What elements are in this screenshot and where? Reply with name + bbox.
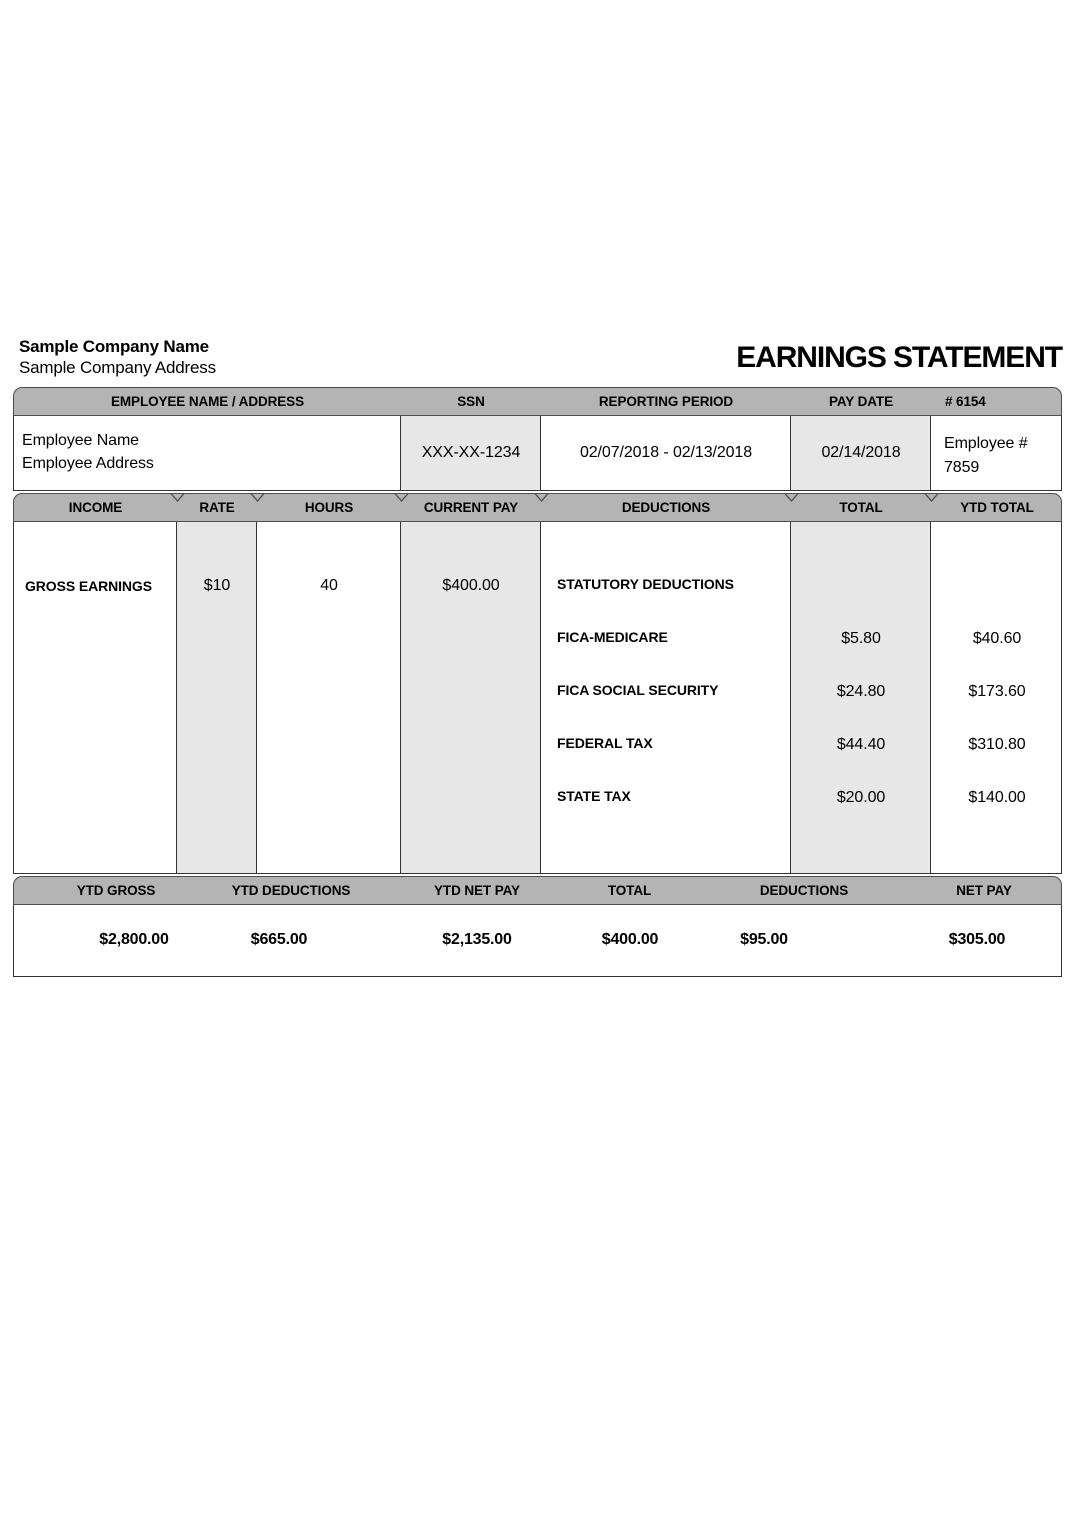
deduction-ytd-total: $173.60 bbox=[968, 683, 1026, 700]
statutory-deductions-heading: STATUTORY DEDUCTIONS bbox=[557, 576, 734, 592]
col-header-current-pay: CURRENT PAY bbox=[423, 500, 519, 515]
employee-number-value: 7859 bbox=[944, 459, 980, 476]
earnings-statement-document bbox=[13, 336, 1062, 977]
earnings-deductions-body bbox=[13, 522, 1062, 874]
col-header-reporting-period: REPORTING PERIOD bbox=[598, 394, 734, 409]
ytd-gross-value: $2,800.00 bbox=[99, 931, 169, 948]
col-header-deductions: DEDUCTIONS bbox=[621, 500, 711, 515]
col-header-pay-date: PAY DATE bbox=[829, 394, 893, 409]
divider bbox=[540, 416, 541, 490]
col-header-ytd-deductions: YTD DEDUCTIONS bbox=[231, 883, 351, 898]
divider bbox=[790, 416, 791, 490]
deduction-total: $24.80 bbox=[836, 683, 886, 700]
divider bbox=[256, 522, 257, 873]
col-header-rate: RATE bbox=[199, 500, 235, 515]
col-header-hours: HOURS bbox=[304, 500, 354, 515]
col-header-ssn: SSN bbox=[457, 394, 485, 409]
divider bbox=[930, 416, 931, 490]
company-block bbox=[19, 336, 216, 379]
pay-date-cell bbox=[791, 416, 931, 490]
reporting-period-value: 02/07/2018 - 02/13/2018 bbox=[579, 444, 753, 461]
col-header-income: INCOME bbox=[68, 500, 123, 515]
deduction-total: $20.00 bbox=[836, 789, 886, 806]
deduction-label: FICA SOCIAL SECURITY bbox=[557, 682, 719, 698]
employee-number-label: Employee # bbox=[944, 435, 1028, 452]
col-header-summary-deductions: DEDUCTIONS bbox=[759, 883, 849, 898]
summary-header-band bbox=[13, 876, 1062, 905]
employee-info-header-band bbox=[13, 387, 1062, 416]
ytd-net-pay-value: $2,135.00 bbox=[442, 931, 512, 948]
summary-total-value: $400.00 bbox=[601, 931, 659, 948]
earnings-table-header-band bbox=[13, 493, 1062, 522]
summary-values-row bbox=[13, 905, 1062, 977]
employee-number-cell bbox=[931, 416, 1063, 490]
col-header-ytd-gross: YTD GROSS bbox=[76, 883, 156, 898]
deduction-label: FEDERAL TAX bbox=[557, 735, 653, 751]
pay-date-value: 02/14/2018 bbox=[821, 444, 901, 461]
divider bbox=[540, 522, 541, 873]
divider bbox=[176, 522, 177, 873]
deduction-ytd-total: $140.00 bbox=[968, 789, 1026, 806]
employee-name: Employee Name bbox=[22, 432, 139, 449]
check-number: # 6154 bbox=[945, 394, 986, 409]
employee-info-row bbox=[13, 416, 1062, 491]
ytd-deductions-value: $665.00 bbox=[250, 931, 308, 948]
company-name: Sample Company Name bbox=[19, 337, 209, 356]
current-pay-value: $400.00 bbox=[442, 577, 500, 594]
col-header-summary-total: TOTAL bbox=[607, 883, 652, 898]
net-pay-value: $305.00 bbox=[948, 931, 1006, 948]
deduction-ytd-total: $310.80 bbox=[968, 736, 1026, 753]
deduction-label: FICA-MEDICARE bbox=[557, 629, 668, 645]
employee-name-address-cell bbox=[14, 416, 401, 490]
income-label: GROSS EARNINGS bbox=[25, 578, 152, 594]
summary-deductions-value: $95.00 bbox=[740, 931, 788, 948]
hours-value: 40 bbox=[320, 577, 338, 594]
rate-column-shade bbox=[177, 522, 257, 873]
deduction-total: $44.40 bbox=[836, 736, 886, 753]
reporting-period-cell bbox=[541, 416, 791, 490]
document-header bbox=[13, 336, 1062, 384]
ssn-cell bbox=[401, 416, 541, 490]
col-header-employee-name-address: EMPLOYEE NAME / ADDRESS bbox=[111, 394, 304, 409]
employee-address: Employee Address bbox=[22, 455, 154, 472]
deduction-total: $5.80 bbox=[841, 630, 881, 647]
divider bbox=[400, 416, 401, 490]
col-header-net-pay: NET PAY bbox=[956, 883, 1012, 898]
deduction-ytd-total: $40.60 bbox=[972, 630, 1022, 647]
rate-value: $10 bbox=[203, 577, 231, 594]
current-pay-column-shade bbox=[401, 522, 541, 873]
col-header-ytd-total: YTD TOTAL bbox=[960, 500, 1034, 515]
ssn-value: XXX-XX-1234 bbox=[421, 444, 521, 461]
col-header-total: TOTAL bbox=[839, 500, 883, 515]
company-address: Sample Company Address bbox=[19, 358, 216, 377]
deduction-label: STATE TAX bbox=[557, 788, 631, 804]
divider bbox=[400, 522, 401, 873]
page-title: EARNINGS STATEMENT bbox=[736, 341, 1062, 374]
col-header-ytd-net-pay: YTD NET PAY bbox=[434, 883, 520, 898]
